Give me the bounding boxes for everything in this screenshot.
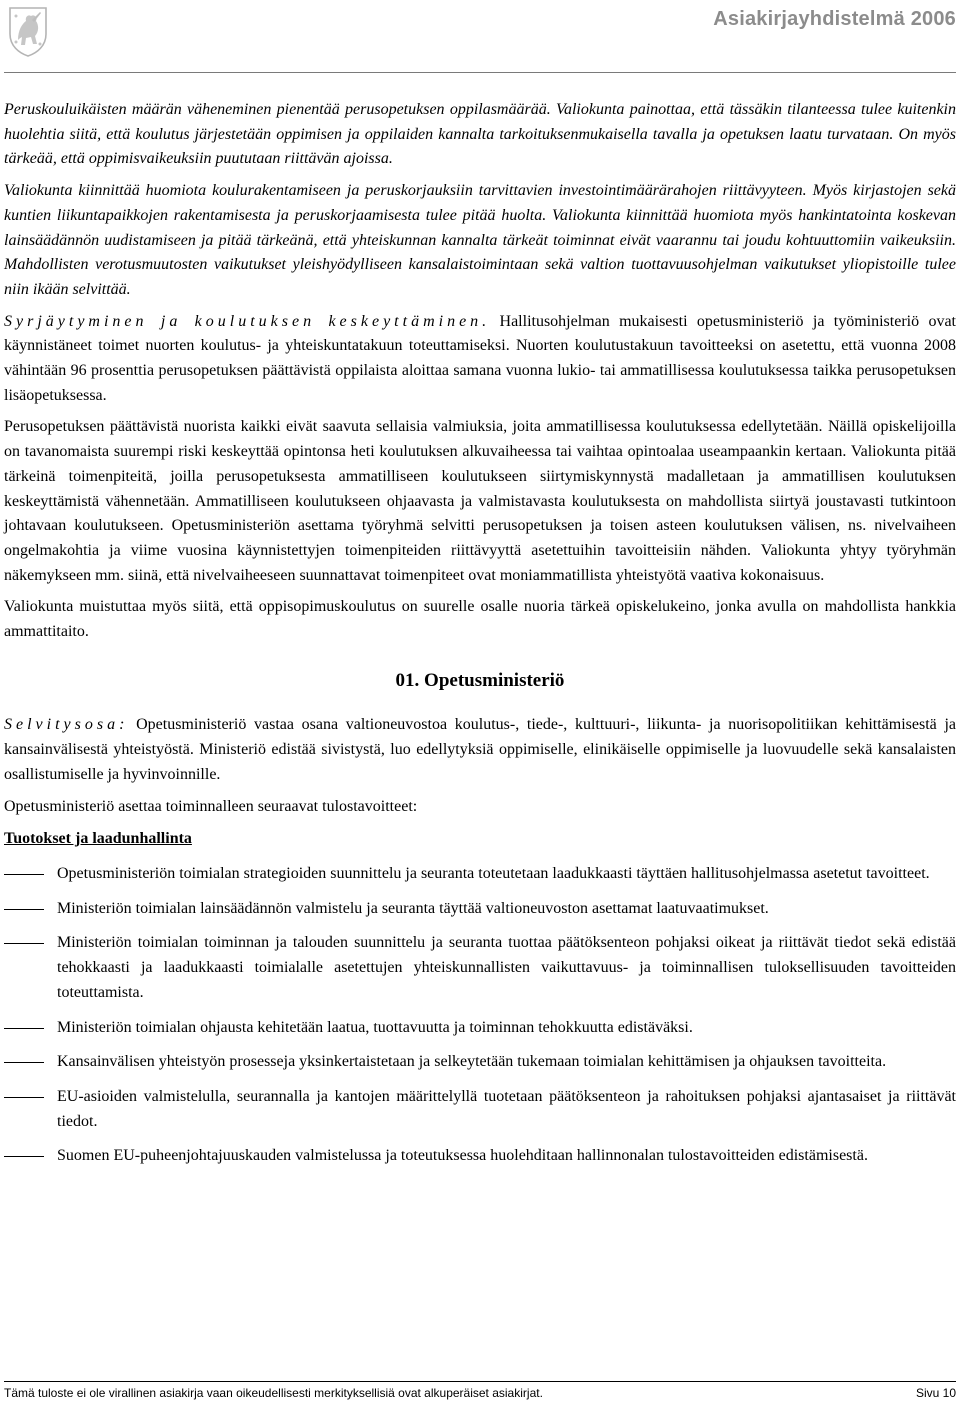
list-item bbox=[4, 1050, 956, 1075]
document-title: Asiakirjayhdistelmä 2006 bbox=[713, 8, 956, 30]
paragraph-apprenticeship: Valiokunta muistuttaa myös siitä, että oppisopimuskoulutus on suurelle osalle nuoria tärkeä opiskelukeino, jonka avulla on mahdollista hankkia ammattitaito. bbox=[4, 598, 956, 641]
paragraph-construction-text: Valiokunta kiinnittää huomiota koulurakentamiseen ja peruskorjauksiin tarvittavien investointimäärärahojen riittävyyteen. Myös kirjastojen sekä kuntien liikuntapaikkojen rakentamisesta ja peruskorjaamisesta tulee pitää huolta. bbox=[4, 182, 956, 224]
subheading-outputs: Tuotokset ja laadunhallinta bbox=[4, 830, 192, 848]
paragraph-selvitysosa bbox=[4, 713, 956, 787]
list-item-text: Kansainvälisen yhteistyön prosesseja yksinkertaistetaan ja selkeytetään tukemaan toimialan kehittämisen ja ohjauksen tavoitteita. bbox=[57, 1053, 887, 1071]
list-item-text: Ministeriön toimialan toiminnan ja talouden suunnittelu ja seuranta tuottaa päätöksenteon pohjaksi oikeat ja riittävät tiedot sekä edistää tehokkaasti ja laadukkaasti toimialalle asetettujen yhteiskunnallisten vaikuttavuus- ja toiminnallisen tuloksellisuuden tavoitteiden toteuttamista. bbox=[57, 934, 956, 1001]
list-item bbox=[4, 1144, 956, 1169]
dash-bullet-icon bbox=[4, 909, 44, 910]
list-item-text: Ministeriön toimialan lainsäädännön valmistelu ja seuranta täyttää valtioneuvoston asettamat laatuvaatimukset. bbox=[57, 899, 769, 917]
footer-divider bbox=[4, 1381, 956, 1382]
paragraph-school-quality: Peruskouluikäisten määrän väheneminen pienentää perusopetuksen oppilasmäärää. Valiokunta painottaa, että tässäkin tilanteessa tulee kuitenkin huolehtia siitä, että koulutus järjestetään oppimisen ja oppilaiden kannalta tarkoituksenmukaisella tavalla ja opetuksen laatu turvataan. On myös tärkeää, että oppimisvaikeuksiin puututaan riittävän ajoissa. bbox=[4, 101, 956, 168]
paragraph-social-exclusion-text: Hallitusohjelman mukaisesti opetusministeriö ja työministeriö ovat käynnistäneet toimet nuorten koulutus- ja yhteiskuntatakuun toteuttamiseksi. Nuorten koulutustakuun tavoitteeksi on asetettu, että vuonna 2008 vähintään 96 prosenttia perusopetuksen päättävistä oppilaista aloittaa samana vuonna lukio- tai ammatillisessa koulutuksessa taikka perusopetuksen lisäopetuksessa. bbox=[4, 312, 956, 404]
selvitysosa-text: Opetusministeriö vastaa osana valtioneuvostoa koulutus-, tiede-, kulttuuri-, liikunta- ja nuorisopolitiikan kehittämisestä ja kansainvälisestä yhteistyöstä. Ministeriö edistää sivistystä, luo edellytyksiä oppimiselle, elinikäiselle oppimiselle ja luovuudelle sekä kansalaisten osallistumiselle ja hyvinvoinnille. bbox=[4, 716, 956, 783]
paragraph-transition-phase: Perusopetuksen päättävistä nuorista kaikki eivät saavuta sellaisia valmiuksia, joita ammatillisessa koulutuksessa edellytetään. Näillä opiskelijoilla on tavanomaista suurempi riski keskeyttää opintonsa heti koulutuksen alkuvaiheessa tai vaihtaa opintoalaa useampaankin kertaan. Valiokunta pitää tärkeinä toimenpiteitä, joilla perusopetuksesta ammatilliseen koulutukseen siirtymiskynnystä madalletaan ja ammatillisen koulutuksen keskeyttämistä vähennetään. Ammatilliseen koulutukseen ohjaavasta ja valmistavasta koulutuksesta on mahdollista siirtyä joustavasti tutkintoon johtavaan koulutukseen. Opetusministeriön asettama työryhmä selvitti perusopetuksen ja toisen asteen koulutuksen välisen, ns. nivelvaiheen ongelmakohtia ja viime vuosina käynnistettyjen toimenpiteiden riittävyyttä asetettuihin tavoitteisiin nähden. Valiokunta yhtyy työryhmän näkemykseen mm. siinä, että nivelvaiheeseen suunnattavat toimenpiteet ovat moniammatillista yhteistyötä vaativa kokonaisuus. bbox=[4, 418, 956, 584]
page-header bbox=[0, 0, 960, 70]
section-title: 01. Opetusministeriö bbox=[395, 669, 565, 691]
page-number: Sivu 10 bbox=[915, 1386, 956, 1400]
spaced-heading: Syrjäytyminen ja koulutuksen keskeyttäminen. bbox=[4, 312, 491, 330]
list-item bbox=[4, 862, 956, 887]
coat-of-arms-lion-icon bbox=[4, 4, 52, 58]
objectives-list bbox=[4, 862, 956, 1169]
paragraph-social-exclusion bbox=[4, 310, 956, 409]
paragraph-intro: Opetusministeriö asettaa toiminnalleen seuraavat tulostavoitteet: bbox=[4, 797, 418, 815]
list-item bbox=[4, 931, 956, 1005]
list-item bbox=[4, 897, 956, 922]
selvitysosa-label: Selvitysosa: bbox=[4, 716, 129, 734]
document-body bbox=[4, 98, 956, 1179]
dash-bullet-icon bbox=[4, 1062, 44, 1063]
header-divider bbox=[4, 72, 956, 73]
list-item bbox=[4, 1016, 956, 1041]
dash-bullet-icon bbox=[4, 1028, 44, 1029]
list-item-text: Suomen EU-puheenjohtajuuskauden valmistelussa ja toteutuksessa huolehditaan hallinnonalan tulostavoitteiden edistämisestä. bbox=[57, 1147, 868, 1165]
paragraph-procurement-text: Valiokunta kiinnittää huomiota myös hankintatointa koskevan lainsäädännön uudistamiseen ja pitää tärkeänä, että yhteiskunnan kannalta tärkeät toiminnat eivät vaarannu tai joudu kohtuuttomiin vaikeuksiin. Mahdollisten verotusmuutosten vaikutukset yleishyödylliseen kansalaistoimintaan sekä valtion tuottavuusohjelman vaikutukset yliopistoille tulee niin ikään selvittää. bbox=[4, 206, 957, 298]
dash-bullet-icon bbox=[4, 1156, 44, 1157]
list-item-text: Opetusministeriön toimialan strategioiden suunnittelu ja seuranta toteutetaan laadukkaasti täyttäen hallitusohjelmassa asetetut tavoitteet. bbox=[57, 864, 930, 882]
dash-bullet-icon bbox=[4, 943, 44, 944]
paragraph-school-construction bbox=[4, 179, 956, 303]
list-item bbox=[4, 1085, 956, 1134]
dash-bullet-icon bbox=[4, 1097, 44, 1098]
footer-disclaimer: Tämä tuloste ei ole virallinen asiakirja vaan oikeudellisesti merkityksellisiä ovat alkuperäiset asiakirjat. bbox=[4, 1386, 543, 1400]
dash-bullet-icon bbox=[4, 874, 44, 875]
list-item-text: Ministeriön toimialan ohjausta kehitetään laatua, tuottavuutta ja toiminnan tehokkuutta edistäväksi. bbox=[57, 1018, 693, 1036]
list-item-text: EU-asioiden valmistelulla, seurannalla ja kantojen määrittelyllä tuotetaan päätöksenteon ja rahoituksen pohjaksi ajantasaiset ja riittävät tiedot. bbox=[57, 1087, 956, 1130]
